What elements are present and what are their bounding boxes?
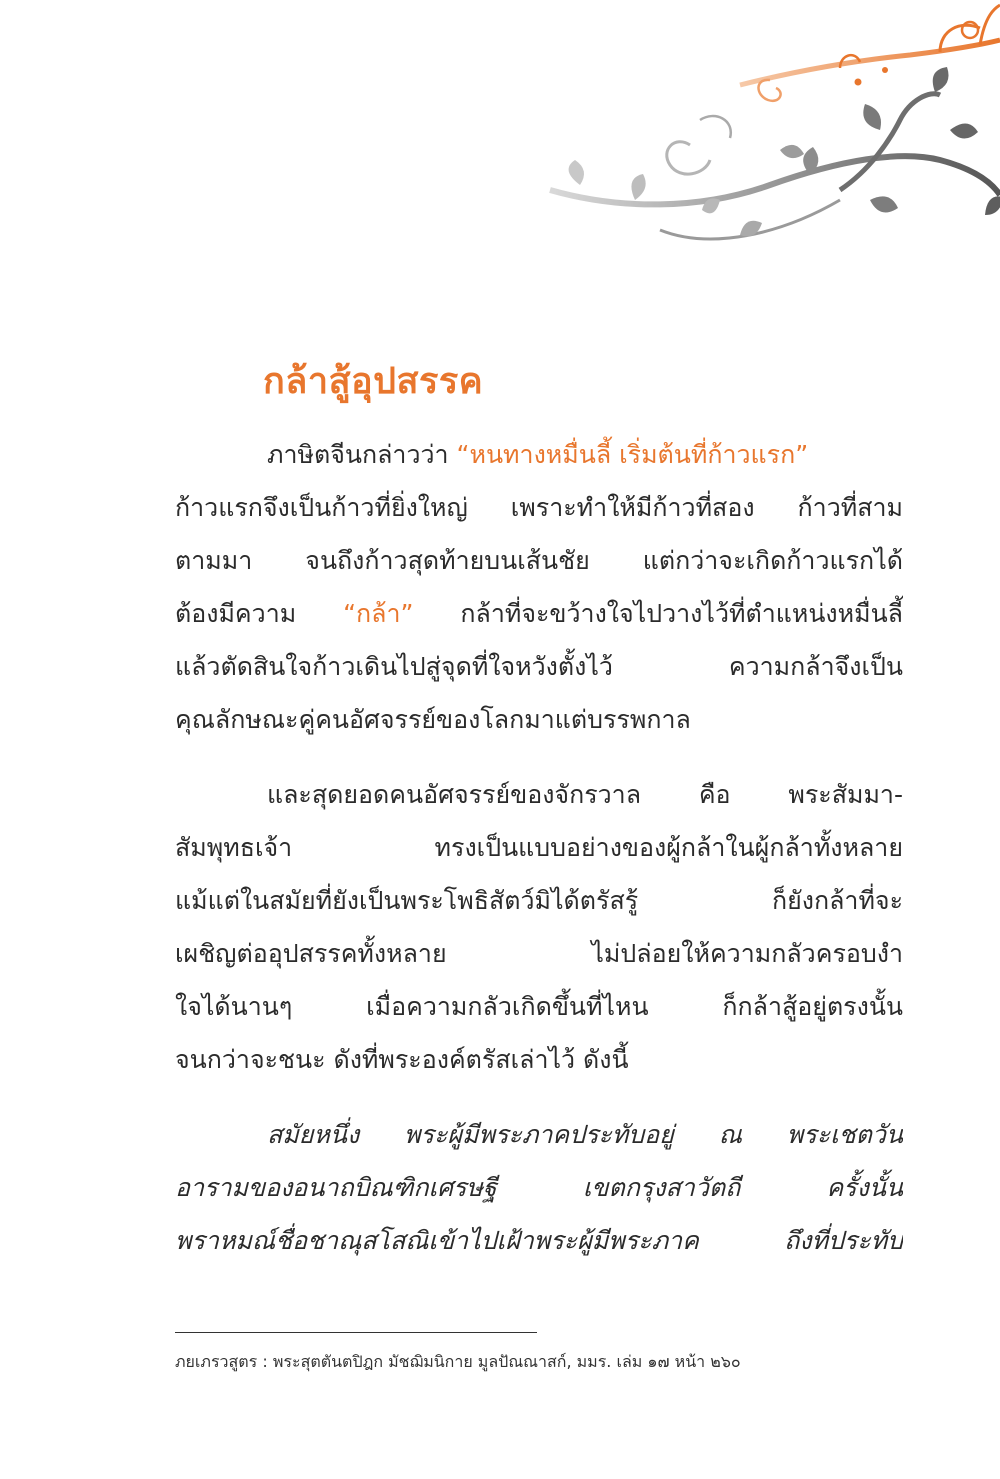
text-line: แม้แต่ในสมัยที่ยังเป็นพระโพธิสัตว์มิได้ตรัสรู้ ก็ยังกล้าที่จะ <box>175 886 903 915</box>
text-line: ก้าวแรกจึงเป็นก้าวที่ยิ่งใหญ่ เพราะทำให้มีก้าวที่สอง ก้าวที่สาม <box>175 493 903 522</box>
text-line: คุณลักษณะคู่คนอัศจรรย์ของโลกมาแต่บรรพกาล <box>175 705 691 734</box>
text-line: สมัยหนึ่ง พระผู้มีพระภาคประทับอยู่ ณ พระเชตวัน <box>267 1120 903 1149</box>
text-line: พราหมณ์ชื่อชาณุสโสณิเข้าไปเฝ้าพระผู้มีพระภาค ถึงที่ประทับ <box>175 1226 903 1255</box>
text-line: อารามของอนาถบิณฑิกเศรษฐี เขตกรุงสาวัตถี ครั้งนั้น <box>175 1173 903 1202</box>
text-line: ภาษิตจีนกล่าวว่า “หนทางหมื่นลี้ เริ่มต้นที่ก้าวแรก” <box>267 440 809 469</box>
footnote: ภยเภรวสูตร : พระสุตตันตปิฎก มัชฌิมนิกาย มูลปัณณาสก์, มมร. เล่ม ๑๗ หน้า ๒๖๐ <box>175 1352 741 1371</box>
highlighted-quote: “หนทางหมื่นลี้ เริ่มต้นที่ก้าวแรก” <box>456 440 809 469</box>
text-line: แล้วตัดสินใจก้าวเดินไปสู่จุดที่ใจหวังตั้งไว้ ความกล้าจึงเป็น <box>175 652 903 681</box>
paragraph-3-quote <box>175 1108 903 1267</box>
vine-ornament <box>540 0 1000 270</box>
text-line: สัมพุทธเจ้า ทรงเป็นแบบอย่างของผู้กล้าในผู้กล้าทั้งหลาย <box>175 833 903 862</box>
text-line: เผชิญต่ออุปสรรคทั้งหลาย ไม่ปล่อยให้ความกลัวครอบงำ <box>175 939 903 968</box>
text-line: ใจได้นานๆ เมื่อความกลัวเกิดขึ้นที่ไหน ก็กล้าสู้อยู่ตรงนั้น <box>175 992 903 1021</box>
body-text <box>175 428 903 1289</box>
text-line: และสุดยอดคนอัศจรรย์ของจักรวาล คือ พระสัมมา- <box>267 780 903 809</box>
paragraph-1 <box>175 428 903 746</box>
text-line: ต้องมีความ “กล้า” กล้าที่จะขว้างใจไปวางไว้ที่ตำแหน่งหมื่นลี้ <box>175 599 903 628</box>
text-line: ตามมา จนถึงก้าวสุดท้ายบนเส้นชัย แต่กว่าจะเกิดก้าวแรกได้ <box>175 546 903 575</box>
page-title: กล้าสู้อุปสรรค <box>263 361 484 402</box>
highlighted-word: “กล้า” <box>343 599 414 628</box>
paragraph-2 <box>175 768 903 1086</box>
text-line: จนกว่าจะชนะ ดังที่พระองค์ตรัสเล่าไว้ ดังนี้ <box>175 1045 629 1074</box>
footnote-divider <box>175 1332 537 1333</box>
